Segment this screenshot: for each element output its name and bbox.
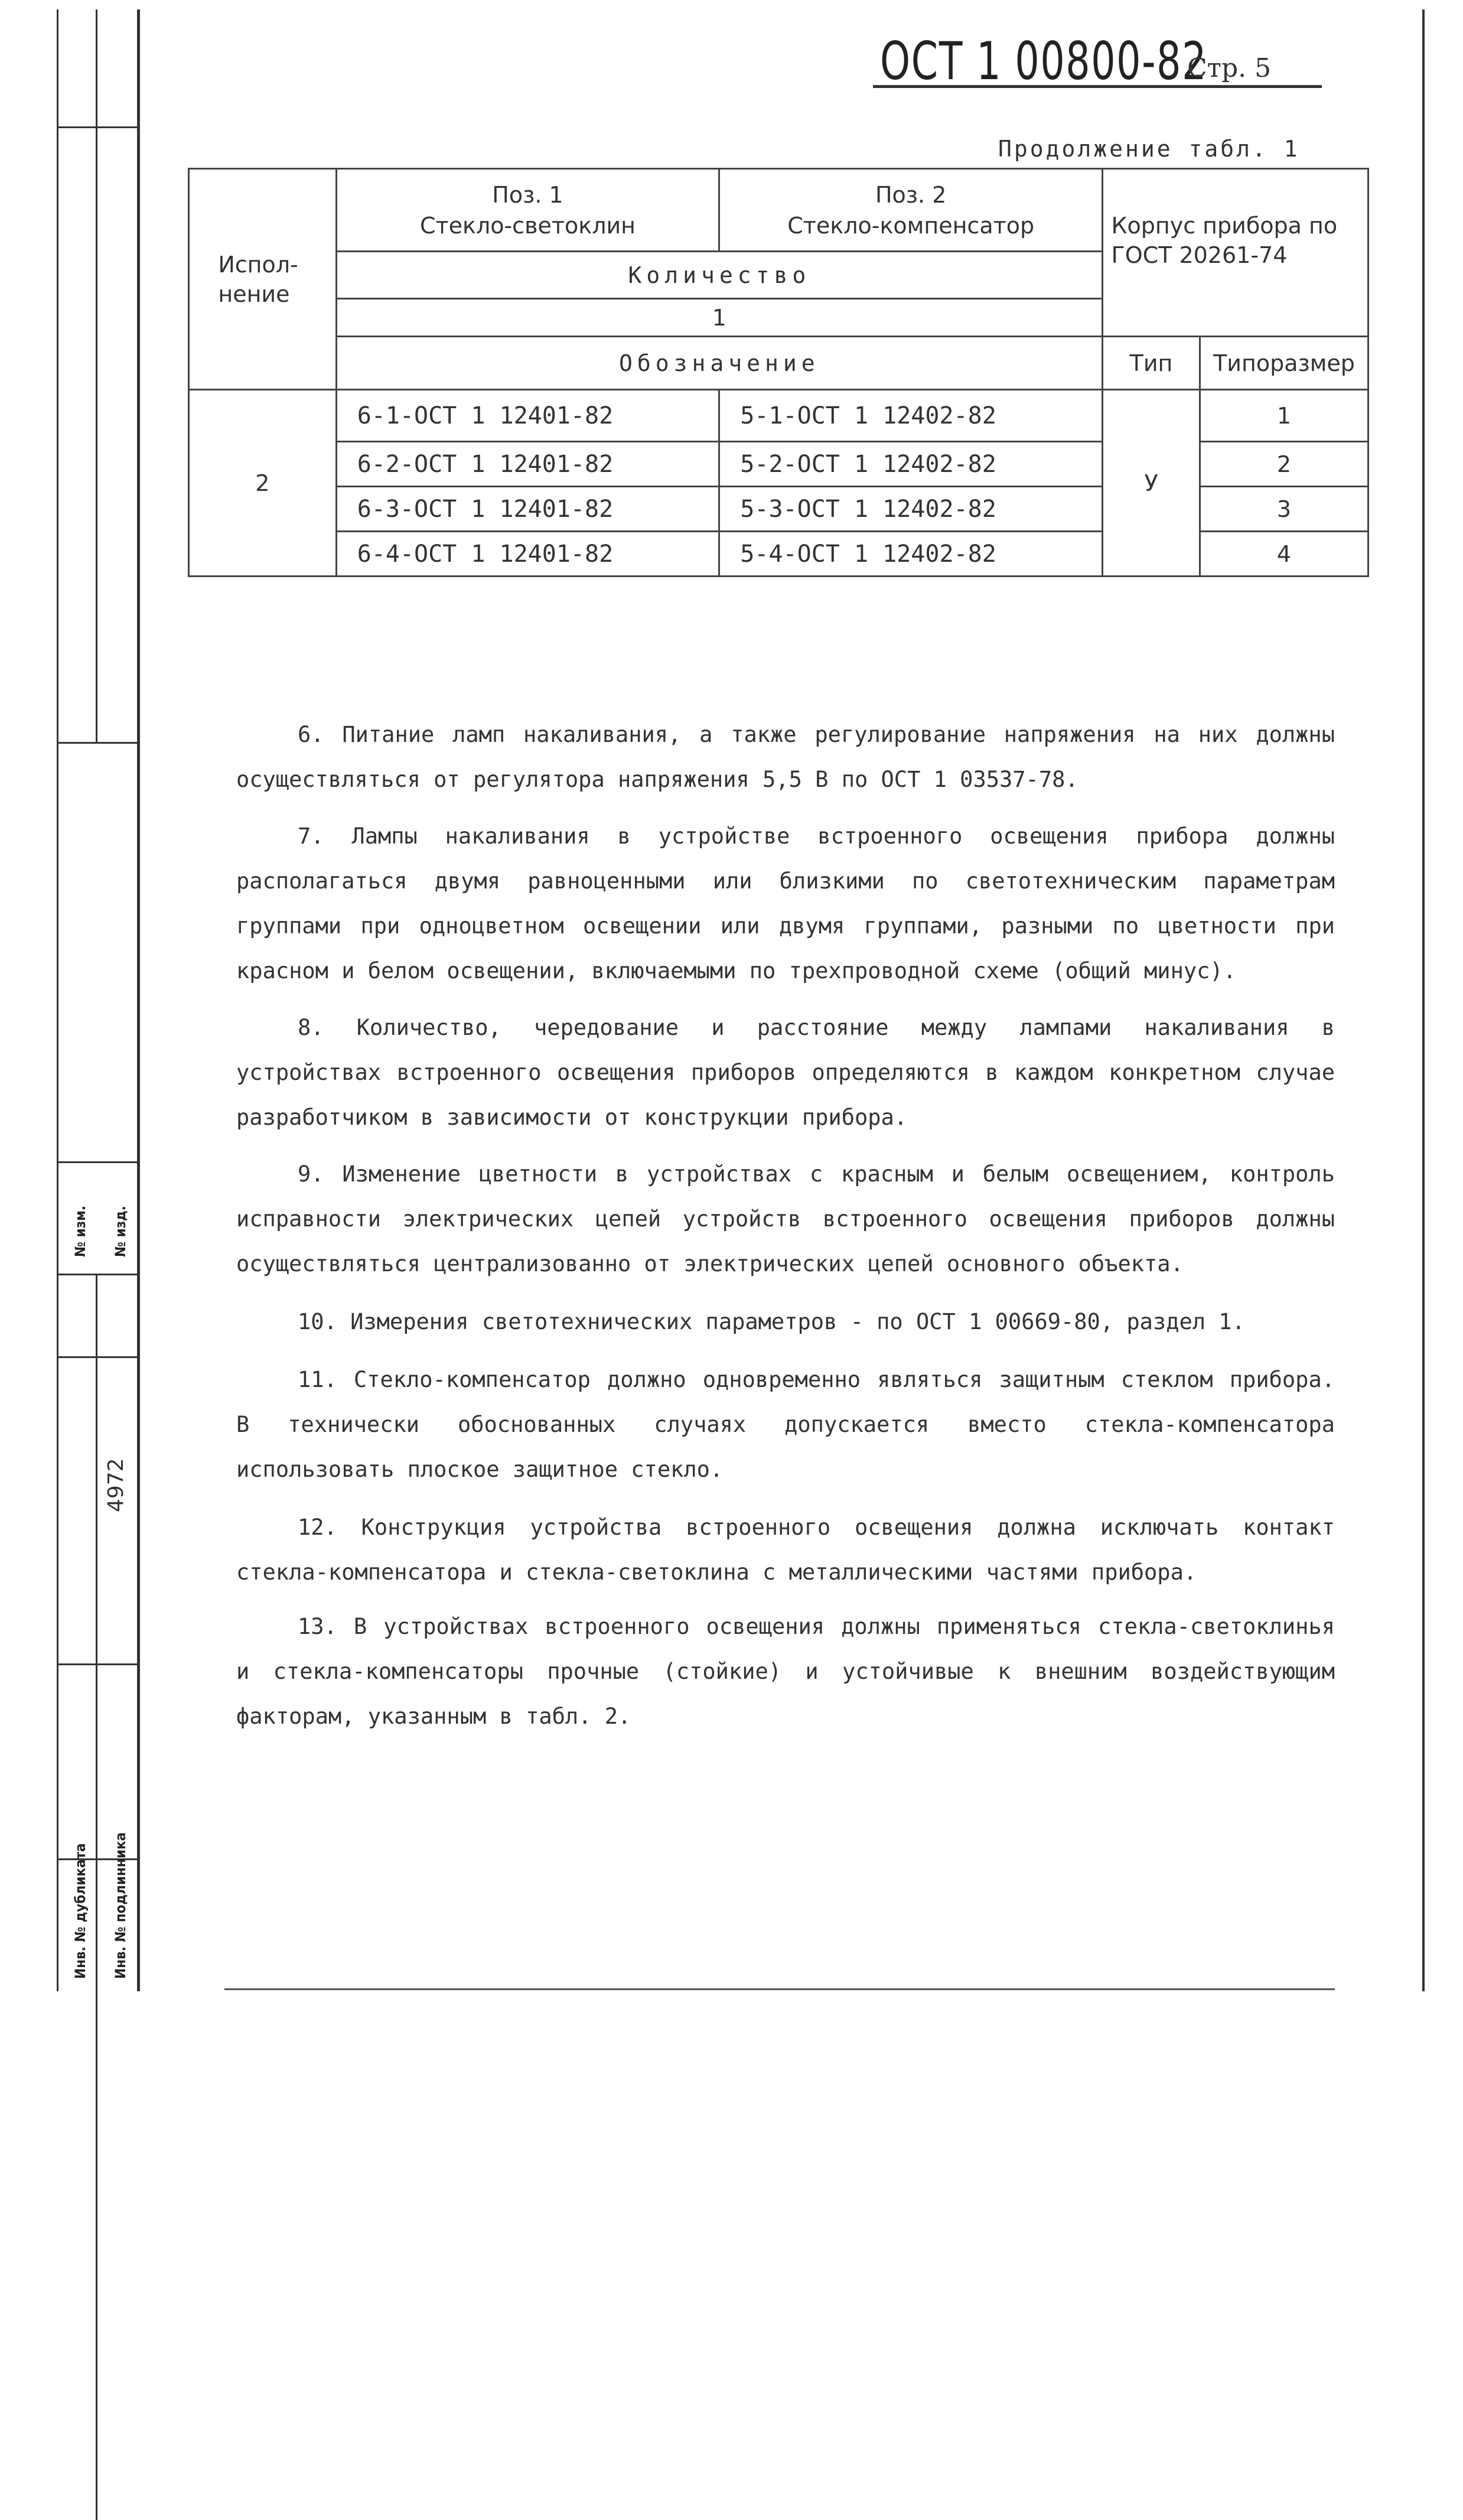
strip-line-outer — [57, 9, 58, 1991]
table-cell-pos1: 6-3-ОСТ 1 12401-82 — [336, 487, 719, 532]
strip-divider — [57, 1161, 137, 1163]
page-frame-bottom — [224, 1988, 1335, 1990]
strip-divider — [57, 126, 137, 128]
variant-value: 2 — [189, 390, 337, 577]
strip-divider — [57, 1356, 137, 1358]
inventory-number: 4972 — [104, 1458, 128, 1512]
header-size: Типоразмер — [1200, 337, 1368, 390]
header-pos1: Поз. 1 Стекло-светоклин — [336, 169, 719, 252]
table-cell-pos2: 5-2-ОСТ 1 12402-82 — [719, 442, 1103, 487]
paragraph-7: 7. Лампы накаливания в устройстве встроенного освещения прибора должны располагаться двумя равноценными или близкими по светотехническим параметрам группами при одноцветном освещении или двумя группами, разными по цветности при красном и белом освещении, включаемыми по трехпроводной схеме (общий минус). — [236, 823, 1335, 984]
header-designation: Обозначение — [336, 337, 1102, 390]
margin-label-no-izm: № изм. — [72, 1205, 89, 1257]
table-cell-pos2: 5-3-ОСТ 1 12402-82 — [719, 487, 1103, 532]
doc-code: ОСТ 1 00800-82 — [880, 31, 1208, 92]
strip-line-middle — [96, 1274, 97, 2520]
paragraph-13: 13. В устройствах встроенного освещения должны применяться стекла-светоклинья и стекла-компенсаторы прочные (стойкие) и устойчивые к внешним воздействующим факторам, указанным в табл. 2. — [236, 1614, 1335, 1729]
header-quantity: Количество — [336, 252, 1102, 299]
paragraph-10: 10. Измерения светотехнических параметров - по ОСТ 1 00669-80, раздел 1. — [298, 1309, 1245, 1334]
table-cell-pos2: 5-4-ОСТ 1 12402-82 — [719, 532, 1103, 577]
margin-label-inv-dubl: Инв. № дубликата — [72, 1843, 89, 1979]
header-housing: Корпус прибора по ГОСТ 20261-74 — [1103, 169, 1368, 337]
margin-label-inv-podl: Инв. № подлинника — [112, 1832, 129, 1979]
doc-header — [880, 31, 1279, 92]
paragraph-9: 9. Изменение цветности в устройствах с красным и белым освещением, контроль исправности электрических цепей устройств встроенного освещения приборов должны осуществляться централизованно от электрических цепей основного объекта. — [236, 1161, 1335, 1277]
strip-divider — [57, 1274, 137, 1275]
table-cell-size: 2 — [1200, 442, 1368, 487]
strip-divider — [57, 742, 137, 744]
table-cell-size: 3 — [1200, 487, 1368, 532]
header-type: Тип — [1103, 337, 1200, 390]
page-number: Стр. 5 — [1187, 53, 1272, 83]
margin-strip — [57, 9, 137, 1991]
margin-label-no-izd: № изд. — [112, 1206, 129, 1257]
paragraph-12: 12. Конструкция устройства встроенного освещения должна исключать контакт стекла-компенсатора и стекла-светоклина с металлическими частями прибора. — [236, 1515, 1335, 1585]
paragraph-6: 6. Питание ламп накаливания, а также регулирование напряжения на них должны осуществляться от регулятора напряжения 5,5 В по ОСТ 1 03537-78. — [236, 722, 1335, 792]
strip-divider — [57, 1663, 137, 1665]
strip-line-middle-top — [96, 9, 97, 742]
table-cell-pos2: 5-1-ОСТ 1 12402-82 — [719, 390, 1103, 442]
table-cell-size: 1 — [1200, 390, 1368, 442]
paragraph-11: 11. Стекло-компенсатор должно одновременно являться защитным стеклом прибора. В технически обоснованных случаях допускается вместо стекла-компенсатора использовать плоское защитное стекло. — [236, 1367, 1335, 1482]
header-variant: Испол-нение — [189, 169, 337, 390]
table-cell-size: 4 — [1200, 532, 1368, 577]
table-cell-pos1: 6-2-ОСТ 1 12401-82 — [336, 442, 719, 487]
table-continuation-label: Продолжение табл. 1 — [998, 136, 1300, 162]
header-underline — [873, 85, 1322, 88]
table-1 — [188, 168, 1369, 577]
type-value: У — [1103, 390, 1200, 577]
table-cell-pos1: 6-1-ОСТ 1 12401-82 — [336, 390, 719, 442]
quantity-value: 1 — [336, 299, 1102, 337]
header-pos2: Поз. 2 Стекло-компенсатор — [719, 169, 1103, 252]
paragraph-8: 8. Количество, чередование и расстояние между лампами накаливания в устройствах встроенного освещения приборов определяются в каждом конкретном случае разработчиком в зависимости от конструкции прибора. — [236, 1015, 1335, 1130]
table-cell-pos1: 6-4-ОСТ 1 12401-82 — [336, 532, 719, 577]
